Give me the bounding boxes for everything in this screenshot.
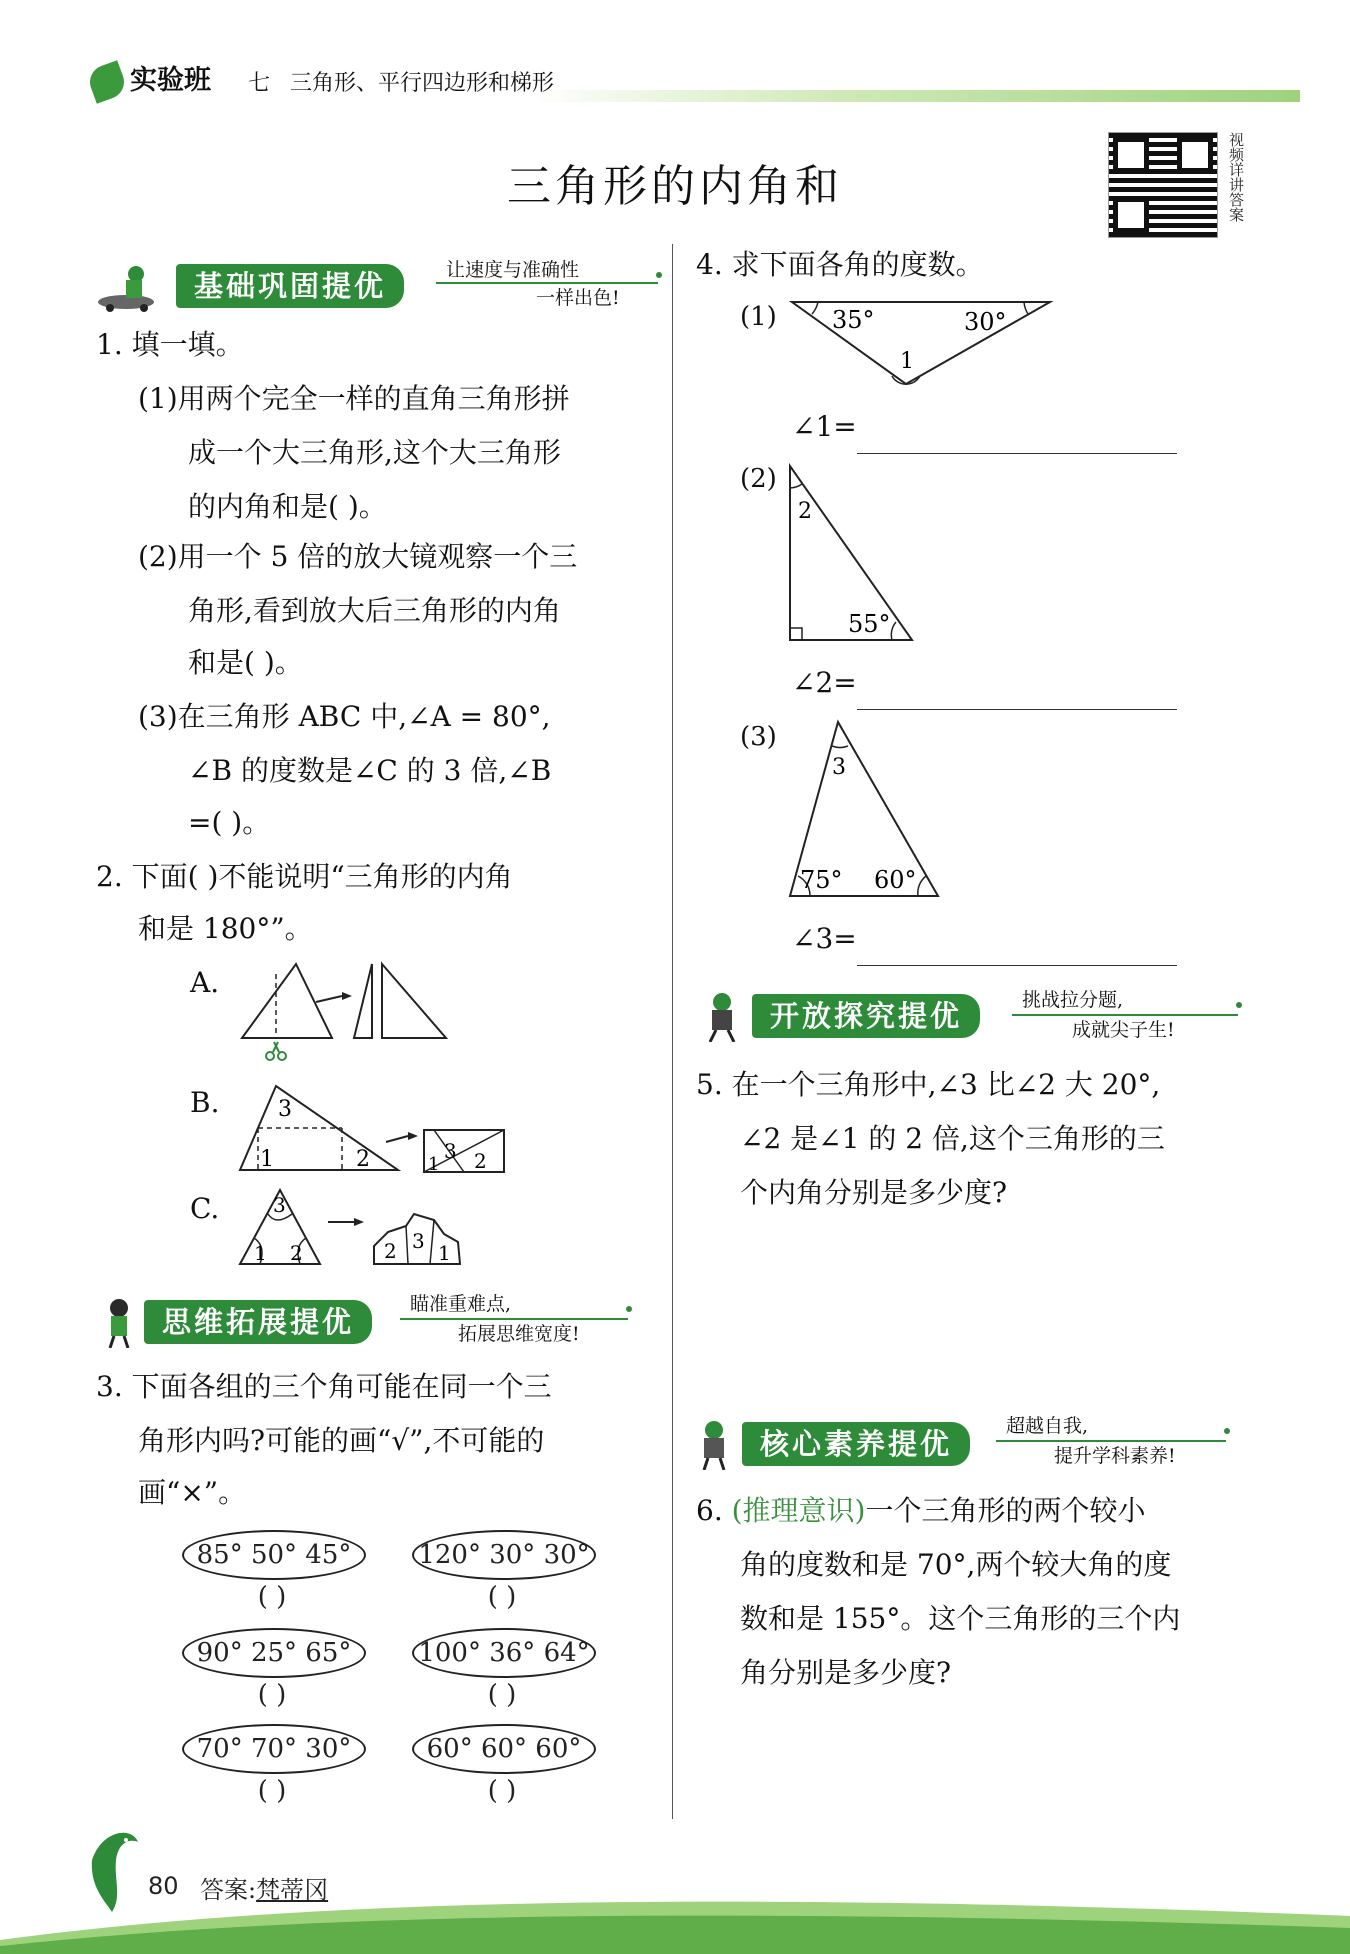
answer-key [200, 1870, 328, 1905]
angle-group-oval: 85° 50° 45° [182, 1530, 366, 1580]
q4-part2-tag: (2) [740, 464, 777, 494]
q6-line1 [696, 1484, 1146, 1538]
q2-line2: 和是 180°”。 [138, 912, 313, 945]
answer-paren[interactable]: ( ) [487, 1776, 517, 1806]
motto-underline [400, 1318, 628, 1320]
header-stripe [530, 90, 1300, 102]
chapter-heading [248, 66, 574, 97]
mascot-boy-icon [690, 1418, 738, 1470]
fig-c-label-1: 1 [254, 1241, 267, 1265]
answer-blank[interactable] [857, 935, 1177, 966]
qr-corner [1177, 137, 1213, 173]
unknown-angle-label: 1 [900, 349, 914, 374]
leaf-icon [85, 60, 129, 104]
q1-stem: 1. 填一填。 [96, 328, 244, 361]
qr-code-icon[interactable] [1108, 132, 1218, 238]
q1-part3-line1: (3)在三角形 ABC 中,∠A = 80°, [138, 700, 551, 733]
section-banner-thinking [96, 1293, 636, 1348]
angle-group-oval: 100° 36° 64° [412, 1628, 596, 1678]
angle-label: 35° [832, 306, 875, 334]
section-motto-line1: 超越自我, [1006, 1415, 1089, 1437]
ask-label: ∠2= [792, 666, 857, 699]
q2-figure-b [236, 1080, 516, 1176]
motto-dot [1224, 1428, 1230, 1434]
fig-b2-label-1: 1 [428, 1154, 440, 1175]
section-label: 基础巩固提优 [176, 264, 404, 308]
q2-figure-a [236, 960, 456, 1070]
mascot-skateboard-icon [96, 260, 166, 312]
fig-b-label-1: 1 [260, 1147, 274, 1172]
q4-triangle-2 [784, 462, 924, 644]
qr-caption: 视频详讲答案 [1227, 132, 1245, 222]
answer-blank[interactable] [857, 423, 1177, 454]
fig-c-label-2: 2 [290, 1241, 303, 1265]
answer-value: 梵蒂冈 [256, 1876, 329, 1904]
q4-part3-answer [792, 912, 1177, 966]
answer-paren[interactable]: ( ) [257, 1776, 287, 1806]
q4-part1-answer [792, 400, 1177, 454]
fig-b2-label-3: 3 [444, 1139, 457, 1163]
ask-label: ∠1= [792, 410, 857, 443]
q6-number: 6. [696, 1494, 723, 1527]
qr-corner [1113, 137, 1149, 173]
section-motto-line2: 拓展思维宽度! [458, 1323, 580, 1345]
q2-figure-c [236, 1186, 476, 1268]
section-motto-line2: 成就尖子生! [1072, 1019, 1175, 1041]
q4-stem: 4. 求下面各角的度数。 [696, 248, 984, 281]
fig-c2-label-3: 3 [412, 1229, 425, 1253]
column-divider [672, 244, 673, 1819]
q6-text1: 一个三角形的两个较小 [865, 1494, 1146, 1527]
fig-b2-label-2: 2 [474, 1149, 487, 1173]
q6-tag: (推理意识) [731, 1494, 866, 1527]
q4-part1-tag: (1) [740, 302, 777, 332]
angle-group-oval: 60° 60° 60° [412, 1724, 596, 1774]
q2-option-b: B. [190, 1086, 220, 1119]
motto-underline [436, 282, 658, 284]
section-label: 思维拓展提优 [144, 1300, 372, 1344]
section-motto-line1: 挑战拉分题, [1022, 989, 1124, 1011]
answer-paren[interactable]: ( ) [487, 1582, 517, 1612]
section-label: 开放探究提优 [752, 994, 980, 1038]
q5-line2: ∠2 是∠1 的 2 倍,这个三角形的三 [740, 1122, 1165, 1155]
q6-line2: 角的度数和是 70°,两个较大角的度 [740, 1548, 1172, 1581]
answer-blank[interactable] [857, 679, 1177, 710]
q6-line4: 角分别是多少度? [740, 1656, 952, 1689]
motto-dot [656, 272, 662, 278]
ask-label: ∠3= [792, 922, 857, 955]
angle-group-oval: 120° 30° 30° [412, 1530, 596, 1580]
section-motto-line2: 提升学科素养! [1054, 1445, 1176, 1467]
q4-part2-answer [792, 656, 1177, 710]
q3-line2: 角形内吗?可能的画“√”,不可能的 [138, 1424, 545, 1457]
fig-b-label-2: 2 [356, 1147, 370, 1172]
angle-group-oval: 70° 70° 30° [182, 1724, 366, 1774]
fig-c2-label-2: 2 [384, 1239, 397, 1263]
unknown-angle-label: 3 [832, 755, 846, 780]
motto-dot [626, 1306, 632, 1312]
q2-option-a: A. [190, 966, 220, 999]
section-banner-basic [96, 260, 666, 312]
q1-part1-line3: 的内角和是( )。 [188, 490, 387, 523]
q2-option-c: C. [190, 1192, 220, 1225]
qr-corner [1113, 197, 1149, 233]
q4-part3-tag: (3) [740, 722, 777, 752]
brand-name: 实验班 [130, 65, 211, 96]
fig-c-label-3: 3 [273, 1193, 286, 1217]
q1-part3-line2: ∠B 的度数是∠C 的 3 倍,∠B [188, 754, 552, 787]
page-title: 三角形的内角和 [507, 161, 843, 212]
section-banner-core [690, 1415, 1230, 1470]
angle-label: 60° [874, 866, 917, 894]
motto-underline [1012, 1014, 1238, 1016]
brand-logo [90, 58, 211, 99]
q1-part2-line2: 角形,看到放大后三角形的内角 [188, 594, 561, 627]
q1-part1-line2: 成一个大三角形,这个大三角形 [188, 436, 561, 469]
fig-b-label-3: 3 [278, 1097, 292, 1122]
dolphin-icon [82, 1820, 146, 1920]
q4-triangle-1 [788, 298, 1058, 388]
q1-part3-line3: =( )。 [188, 806, 271, 839]
mascot-boy-icon [696, 990, 750, 1042]
angle-label: 75° [800, 866, 843, 894]
q4-triangle-3 [784, 718, 944, 902]
q1-part1-line1: (1)用两个完全一样的直角三角形拼 [138, 382, 570, 415]
answer-paren[interactable]: ( ) [257, 1680, 287, 1710]
answer-paren[interactable]: ( ) [257, 1582, 287, 1612]
q3-line1: 3. 下面各组的三个角可能在同一个三 [96, 1370, 552, 1403]
q6-line3: 数和是 155°。这个三角形的三个内 [740, 1602, 1181, 1635]
angle-group-oval: 90° 25° 65° [182, 1628, 366, 1678]
motto-underline [996, 1440, 1226, 1442]
chapter-number: 七 [248, 71, 271, 96]
section-motto-line2: 一样出色! [536, 287, 620, 309]
section-motto-line1: 让速度与准确性 [446, 259, 580, 281]
angle-label: 55° [848, 610, 891, 638]
section-motto-line1: 瞄准重难点, [410, 1293, 512, 1315]
q5-line3: 个内角分别是多少度? [740, 1176, 1008, 1209]
angle-label: 30° [964, 308, 1007, 336]
section-label: 核心素养提优 [742, 1422, 970, 1466]
section-banner-open [696, 990, 1248, 1042]
q1-part2-line1: (2)用一个 5 倍的放大镜观察一个三 [138, 540, 578, 573]
q2-line1: 2. 下面( )不能说明“三角形的内角 [96, 860, 513, 893]
motto-dot [1236, 1002, 1242, 1008]
q1-part2-line3: 和是( )。 [188, 646, 303, 679]
fig-c2-label-1: 1 [438, 1241, 451, 1265]
q3-line3: 画“×”。 [138, 1476, 247, 1509]
mascot-girl-icon [96, 1296, 142, 1348]
q5-line1: 5. 在一个三角形中,∠3 比∠2 大 20°, [696, 1068, 1161, 1101]
page-number: 80 [148, 1872, 179, 1900]
chapter-title: 三角形、平行四边形和梯形 [290, 71, 555, 96]
answer-paren[interactable]: ( ) [487, 1680, 517, 1710]
unknown-angle-label: 2 [798, 499, 812, 524]
answer-label: 答案: [200, 1876, 257, 1904]
